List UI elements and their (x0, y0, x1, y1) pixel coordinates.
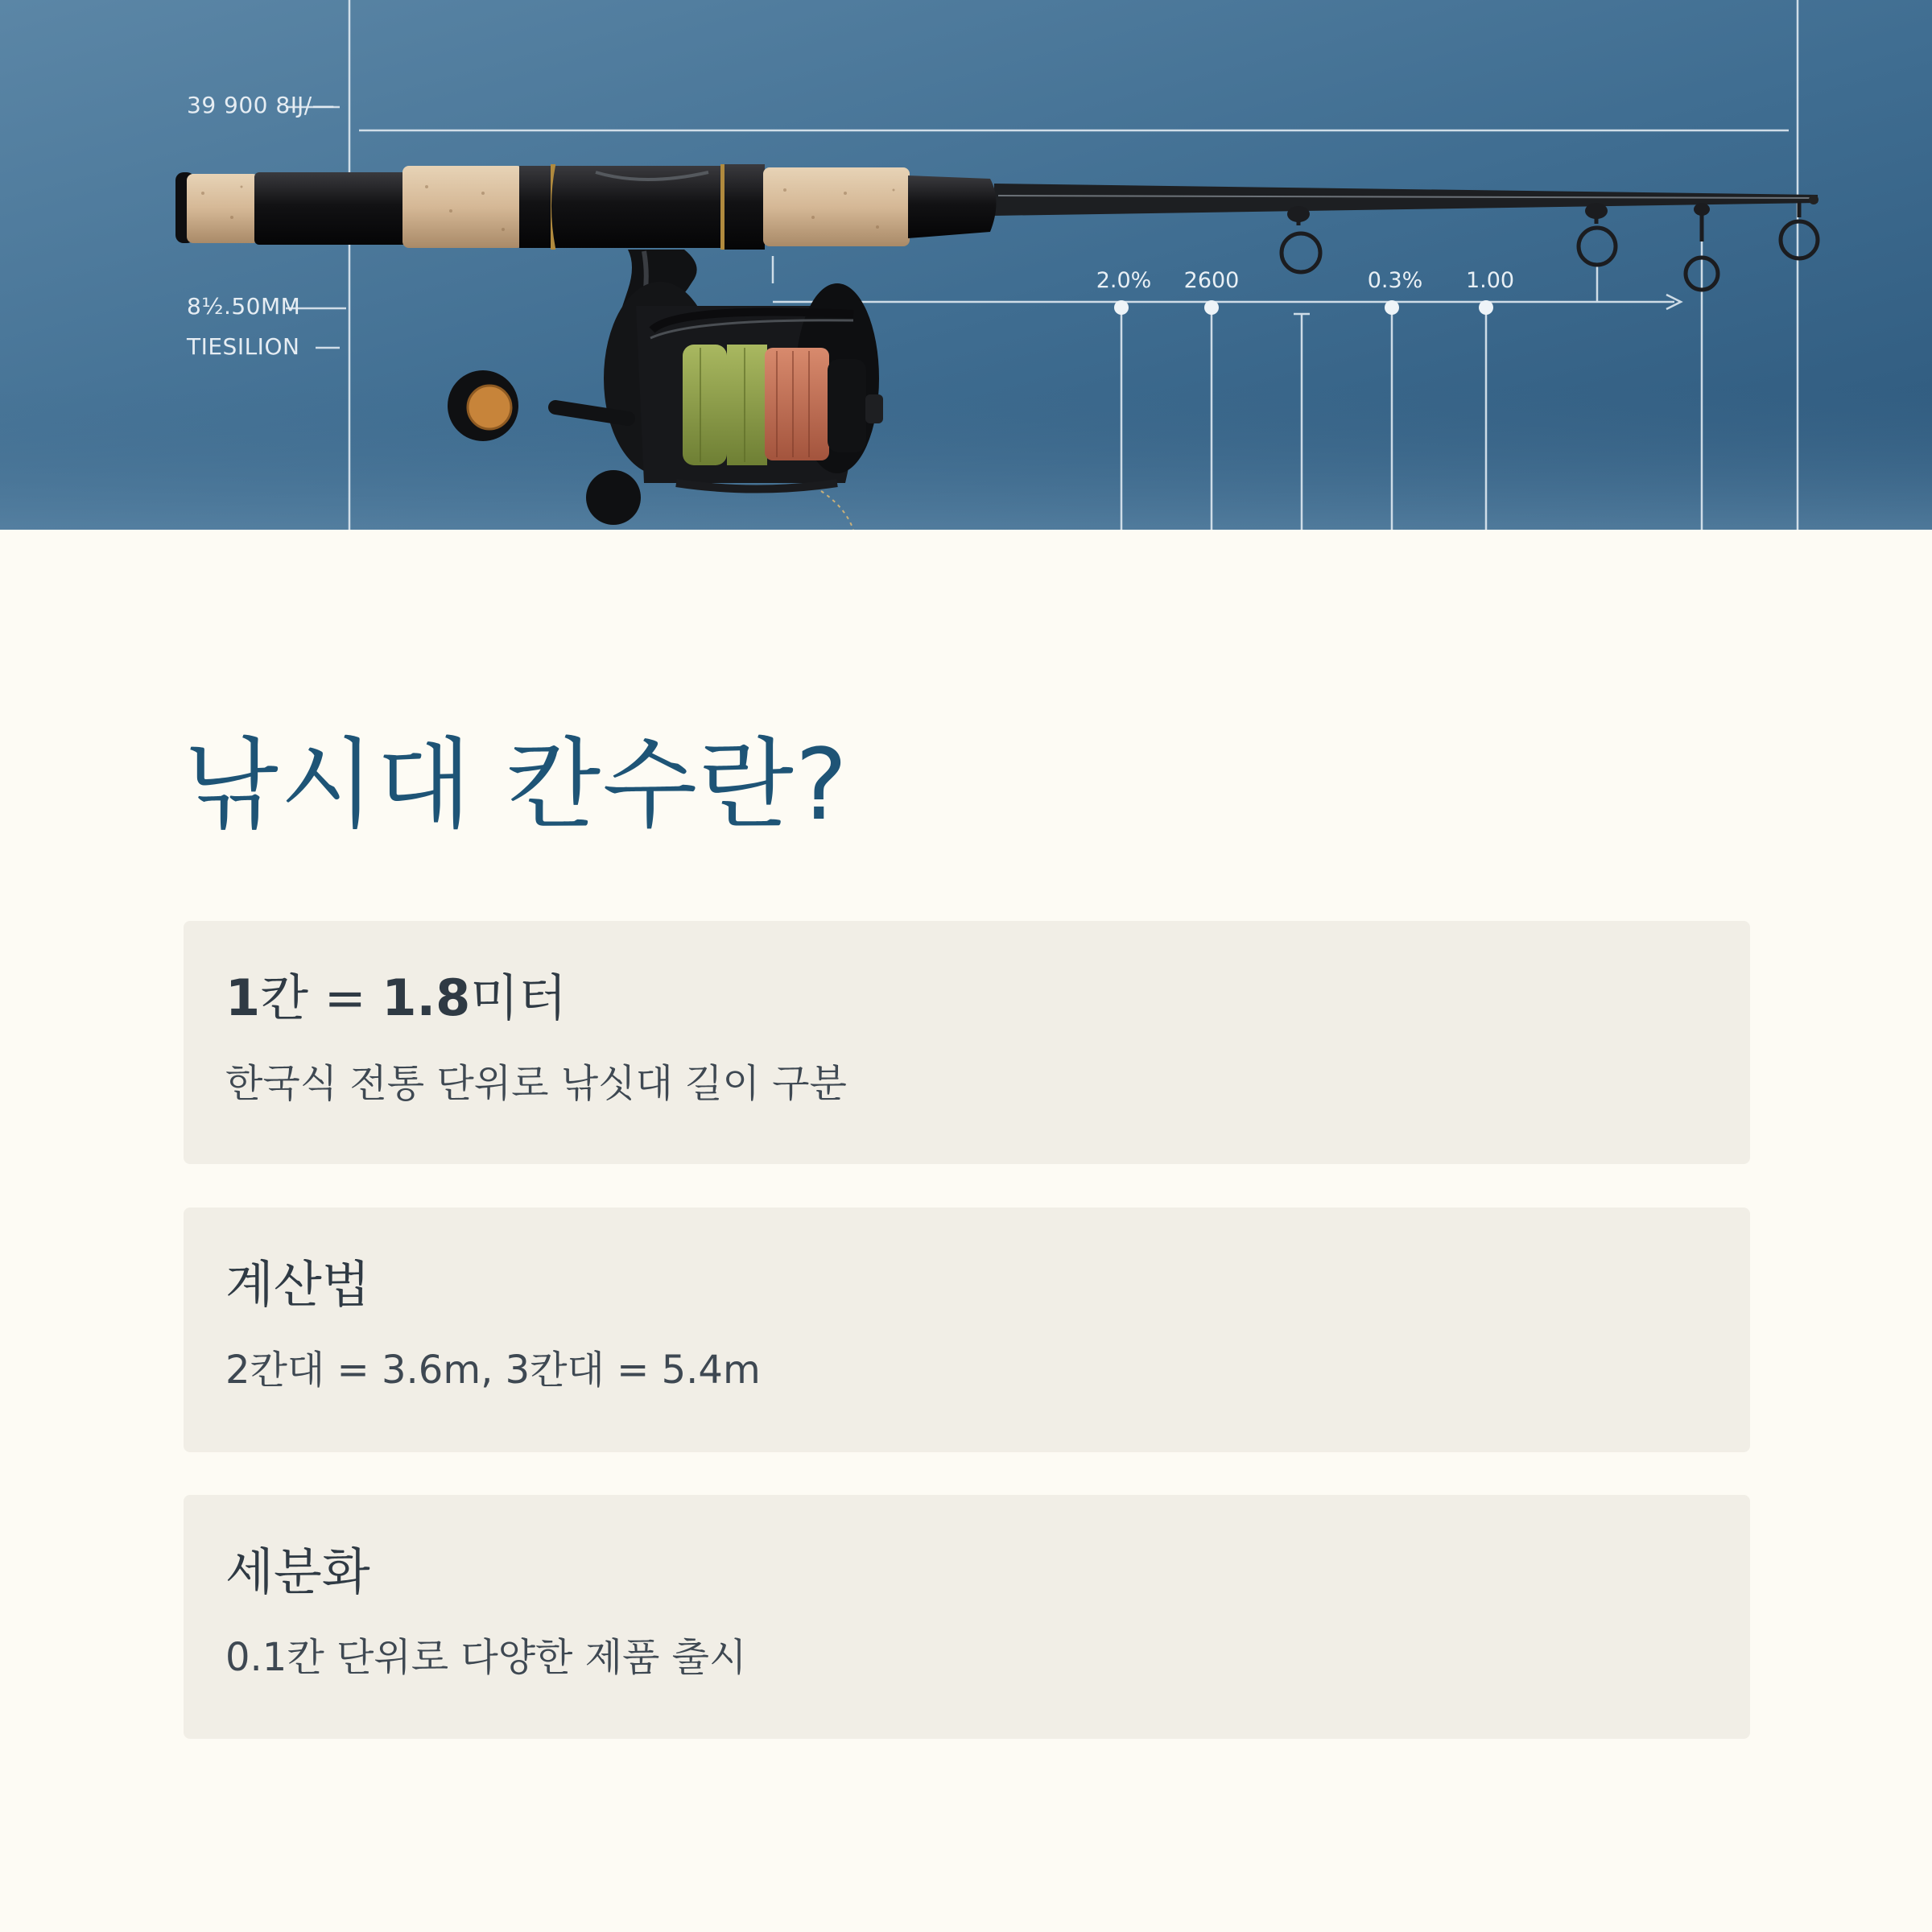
spec-label-4: 1.00 (1465, 268, 1515, 293)
info-card-subdivision (184, 1495, 1750, 1739)
hero-label-mm: 8½.50MM (187, 293, 301, 320)
page-title: 낚시대 칸수란? (184, 728, 849, 842)
card-description: 한국식 전통 단위로 낚싯대 길이 구분 (225, 1061, 847, 1106)
spec-label-2: 2600 (1183, 268, 1240, 293)
hero-image (0, 0, 1932, 530)
fishing-rod-illustration (0, 0, 1932, 530)
info-card-calculation (184, 1208, 1750, 1452)
hero-label-top: 39 900 8Ĳ/— (187, 92, 336, 118)
card-title: 계산법 (225, 1255, 370, 1314)
card-description: 0.1칸 단위로 다양한 제품 출시 (225, 1635, 747, 1680)
card-description: 2칸대 = 3.6m, 3칸대 = 5.4m (225, 1348, 761, 1393)
hero-label-tension: TIESILION (187, 333, 300, 360)
card-title: 세분화 (225, 1542, 370, 1601)
card-title: 1칸 = 1.8미터 (225, 968, 568, 1027)
spec-label-3: 0.3% (1367, 268, 1423, 293)
info-card-unit (184, 921, 1750, 1164)
spec-label-1: 2.0% (1096, 268, 1152, 293)
